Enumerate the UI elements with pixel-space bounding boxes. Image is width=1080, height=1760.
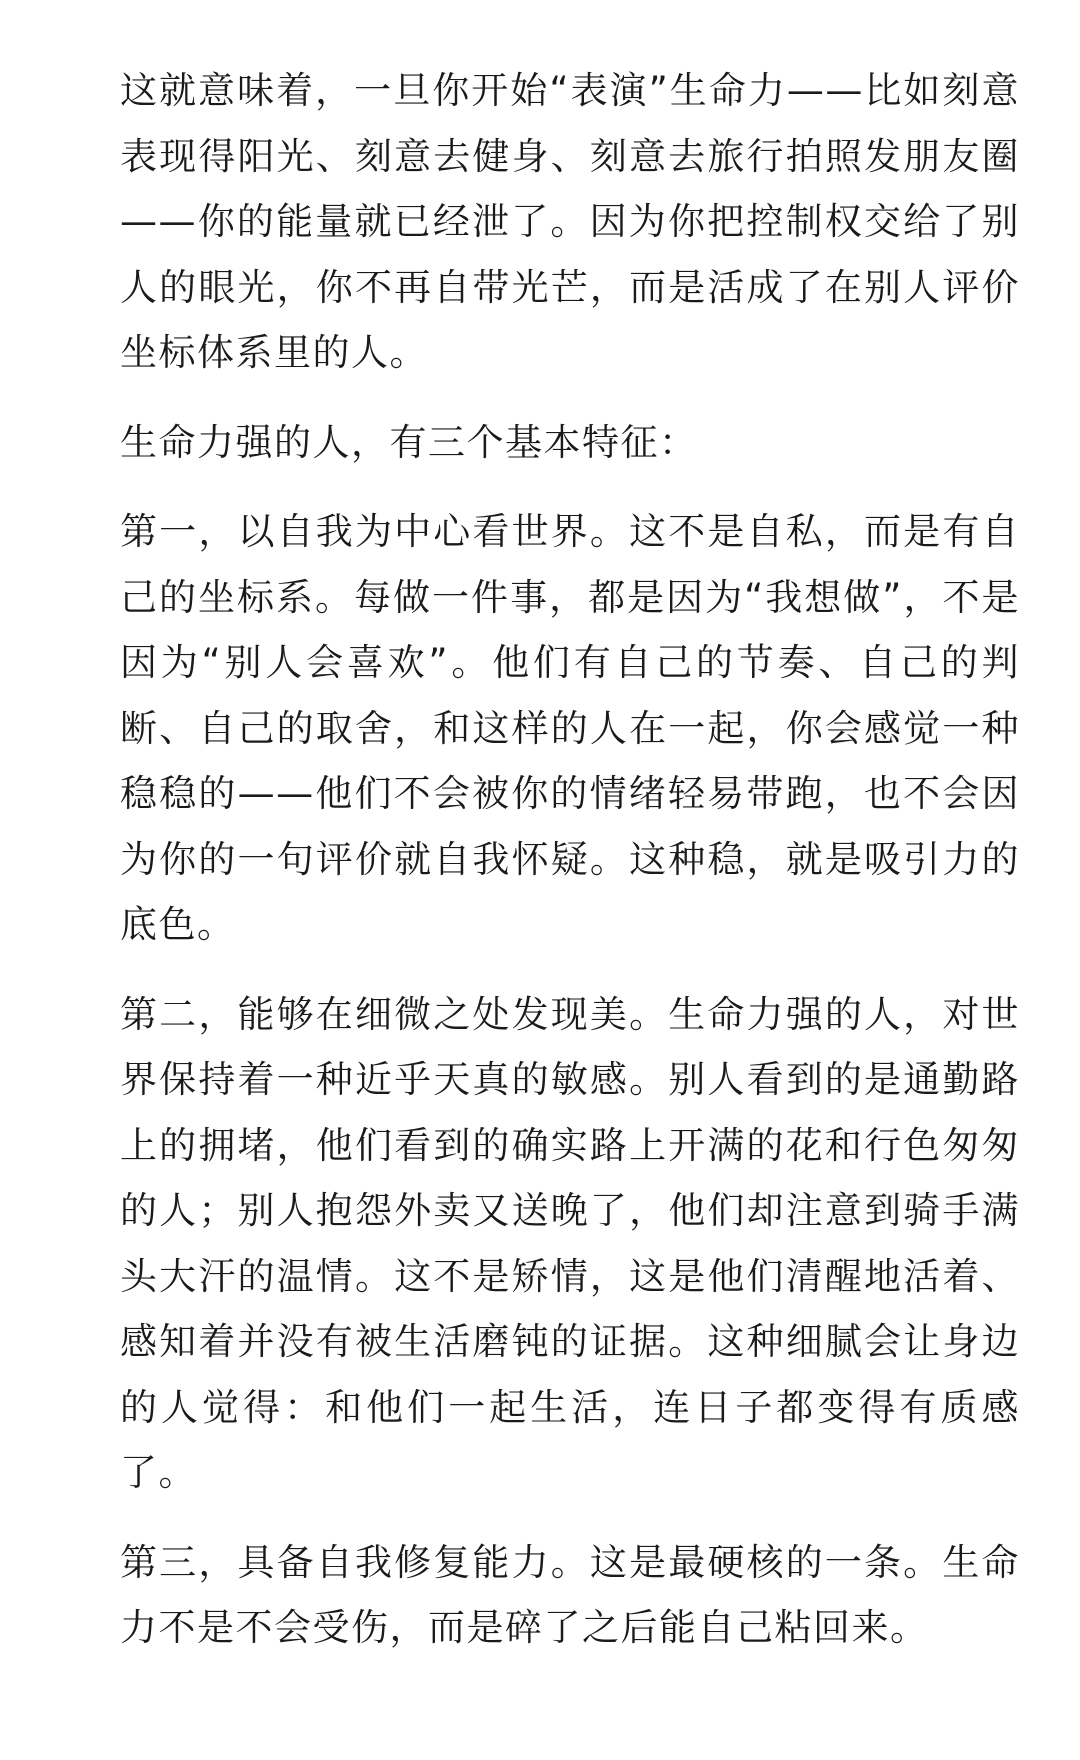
paragraph-feature-one: 第一，以自我为中心看世界。这不是自私，而是有自己的坐标系。每做一件事，都是因为“我想做”，不是因为“别人会喜欢”。他们有自己的节奏、自己的判断、自己的取舍，和这样的人在一起，你会感觉一种稳稳的——他们不会被你的情绪轻易带跑，也不会因为你的一句评价就自我怀疑。这种稳，就是吸引力的底色。 [120,510,1020,946]
paragraph-feature-two: 第二，能够在细微之处发现美。生命力强的人，对世界保持着一种近乎天真的敏感。别人看到的是通勤路上的拥堵，他们看到的确实路上开满的花和行色匆匆的人；别人抱怨外卖又送晚了，他们却注意到骑手满头大汗的温情。这不是矫情，这是他们清醒地活着、感知着并没有被生活磨钝的证据。这种细腻会让身边的人觉得：和他们一起生活，连日子都变得有质感了。 [120,992,1020,1494]
paragraph-intro: 这就意味着，一旦你开始“表演”生命力——比如刻意表现得阳光、刻意去健身、刻意去旅行拍照发朋友圈——你的能量就已经泄了。因为你把控制权交给了别人的眼光，你不再自带光芒，而是活成了在别人评价坐标体系里的人。 [120,69,1020,374]
paragraph-feature-three: 第三，具备自我修复能力。这是最硬核的一条。生命力不是不会受伤，而是碎了之后能自己粘回来。 [120,1540,1020,1649]
paragraph-features-heading: 生命力强的人，有三个基本特征： [120,420,698,464]
article-body [120,58,1020,1685]
